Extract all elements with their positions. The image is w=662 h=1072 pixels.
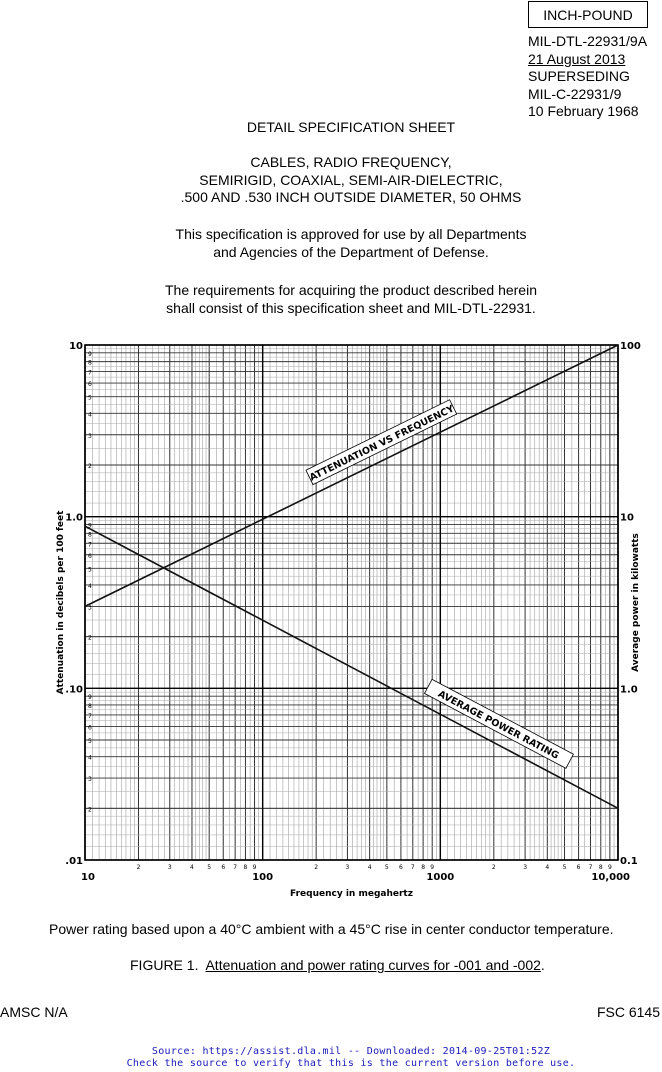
y-tick-label: 1.0 [65, 512, 83, 524]
x-minor-tick-label: 9 [430, 864, 435, 871]
y-tick-label: .10 [65, 684, 83, 696]
x-tick-label: 10 [81, 872, 95, 883]
attenuation-curve [85, 345, 618, 606]
source-line: Source: https://assist.dla.mil -- Downloaded: 2014-09-25T01:52Z [151, 1046, 551, 1057]
y2-tick-label: 1.0 [620, 684, 638, 696]
x-minor-tick-label: 7 [233, 864, 238, 871]
figure-label: FIGURE 1. [130, 957, 206, 973]
y2-tick-label: 100 [620, 341, 641, 352]
x-minor-tick-label: 3 [523, 864, 528, 871]
x-minor-tick-label: 5 [562, 864, 567, 871]
y-minor-tick-label: 7 [88, 712, 92, 720]
y-minor-tick-label: 9 [88, 350, 92, 358]
y-minor-tick-label: 3 [88, 604, 92, 612]
x-minor-tick-label: 5 [207, 864, 212, 871]
y-minor-tick-label: 4 [88, 754, 92, 762]
attenuation-power-chart [55, 335, 645, 900]
x-minor-tick-label: 8 [598, 864, 603, 871]
x-tick-label: 10,000 [591, 872, 630, 883]
cable-title [0, 154, 662, 207]
approval-line-2: and Agencies of the Department of Defense. [213, 243, 489, 260]
y-minor-tick-label: 5 [88, 566, 92, 574]
x-minor-tick-label: 9 [252, 864, 257, 871]
x-minor-tick-label: 2 [491, 864, 496, 871]
x-minor-tick-label: 3 [167, 864, 172, 871]
approval-line-1: This specification is approved for use by all Departments [175, 226, 527, 242]
sheet-title [0, 119, 662, 137]
x-minor-tick-label: 7 [410, 864, 415, 871]
superseding-label: SUPERSEDING [528, 68, 630, 84]
y-minor-tick-label: 2 [88, 462, 92, 470]
power-rating-note: Power rating based upon a 40°C ambient with a 45°C rise in center conductor temperature. [49, 921, 614, 937]
x-minor-tick-label: 9 [607, 864, 612, 871]
x-minor-tick-label: 4 [545, 864, 550, 871]
attenuation-series-label-text: ATTENUATION VS FREQUENCY [307, 403, 457, 484]
y-minor-tick-label: 6 [88, 381, 92, 389]
x-minor-tick-label: 6 [576, 864, 581, 871]
y2-tick-label: 0.1 [620, 856, 638, 867]
y-minor-tick-label: 2 [88, 634, 92, 642]
x-tick-label: 100 [252, 872, 274, 883]
x-minor-tick-label: 8 [243, 864, 248, 871]
inch-pound-box: INCH-POUND [528, 1, 648, 28]
y-tick-label: .01 [65, 856, 83, 867]
y-minor-tick-label: 4 [88, 582, 92, 590]
y-minor-tick-label: 8 [88, 702, 92, 710]
old-doc-number: MIL-C-22931/9 [528, 85, 622, 102]
y-minor-tick-label: 3 [88, 776, 92, 784]
y2-tick-label: 10 [620, 512, 634, 524]
old-doc-date: 10 February 1968 [528, 103, 639, 119]
requirements-statement [0, 282, 662, 317]
x-tick-label: 1000 [426, 872, 455, 883]
y-minor-tick-label: 9 [88, 522, 92, 530]
source-notice [0, 1046, 662, 1070]
y-minor-tick-label: 2 [88, 806, 92, 814]
x-minor-tick-label: 7 [588, 864, 593, 871]
x-minor-tick-label: 4 [190, 864, 194, 871]
y-minor-tick-label: 3 [88, 432, 92, 440]
y2-axis-label: Average power in kilowatts [631, 533, 641, 672]
y-minor-tick-label: 6 [88, 552, 92, 560]
x-minor-tick-label: 2 [314, 864, 319, 871]
plot-frame [85, 345, 618, 860]
x-minor-tick-label: 4 [367, 864, 372, 871]
x-minor-tick-label: 2 [136, 864, 141, 871]
power-series-label-text: AVERAGE POWER RATING [435, 688, 561, 762]
x-minor-tick-label: 8 [421, 864, 426, 871]
title-line-2: SEMIRIGID, COAXIAL, SEMI-AIR-DIELECTRIC, [199, 171, 503, 188]
title-line-3: .500 AND .530 INCH OUTSIDE DIAMETER, 50 OHMS [180, 189, 522, 205]
y-minor-tick-label: 7 [88, 369, 92, 377]
title-line-1: CABLES, RADIO FREQUENCY, [250, 154, 452, 170]
approval-statement [0, 226, 662, 261]
x-minor-tick-label: 6 [399, 864, 403, 871]
y-minor-tick-label: 6 [88, 724, 92, 732]
y-minor-tick-label: 9 [88, 694, 92, 702]
y-minor-tick-label: 5 [88, 738, 92, 746]
x-minor-tick-label: 6 [221, 864, 226, 871]
document-header [528, 33, 647, 121]
x-minor-tick-label: 3 [345, 864, 350, 871]
y-minor-tick-label: 4 [88, 411, 92, 419]
sheet-type: DETAIL SPECIFICATION SHEET [246, 119, 456, 135]
y-tick-label: 10 [69, 341, 83, 352]
y-minor-tick-label: 7 [88, 541, 92, 549]
figure-caption-end: . [540, 957, 545, 973]
attenuation-series-label [306, 400, 457, 485]
requirements-line-1: The requirements for acquiring the product described herein [165, 282, 537, 298]
requirements-line-2: shall consist of this specification sheet and MIL-DTL-22931. [166, 299, 536, 316]
y-minor-tick-label: 8 [88, 531, 92, 539]
x-axis-label: Frequency in megahertz [290, 889, 413, 899]
doc-number: MIL-DTL-22931/9A [528, 33, 648, 49]
x-minor-tick-label: 5 [384, 864, 389, 871]
verify-line: Check the source to verify that this is the current version before use. [126, 1058, 576, 1069]
doc-date: 21 August 2013 [528, 50, 626, 67]
figure-caption [130, 957, 545, 973]
amsc-code: AMSC N/A [0, 1004, 68, 1020]
y-minor-tick-label: 8 [88, 359, 92, 367]
fsc-code: FSC 6145 [596, 1004, 660, 1020]
figure-caption-text: Attenuation and power rating curves for -001 and -002 [205, 957, 541, 973]
y-minor-tick-label: 5 [88, 394, 92, 402]
y-axis-label: Attenuation in decibels per 100 feet [56, 510, 66, 695]
